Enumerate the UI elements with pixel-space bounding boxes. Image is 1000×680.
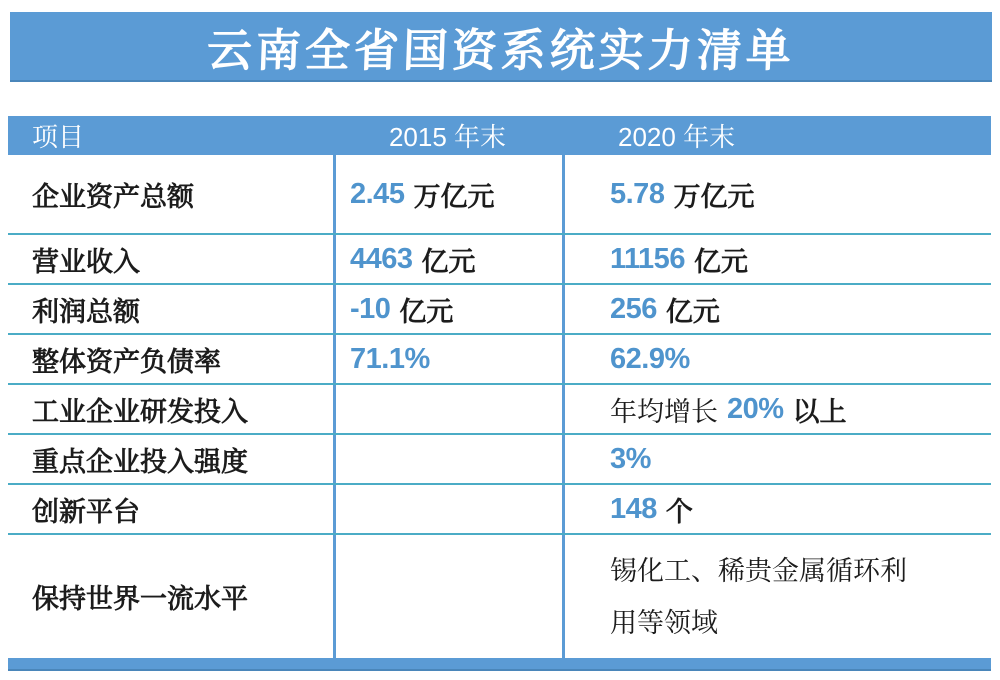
value-unit-text: 亿元 [421, 246, 476, 277]
cell-item-label [8, 485, 333, 533]
cell-item-label [8, 285, 333, 333]
cell-item-label [8, 335, 333, 383]
cell-2015-value [333, 535, 562, 658]
cell-item-label [8, 435, 333, 483]
page-title: 云南全省国资系统实力清单 [205, 24, 796, 76]
cell-2020-value [562, 485, 991, 533]
row-label: 重点企业投入强度 [32, 446, 248, 477]
value-unit-text: 亿元 [693, 246, 748, 277]
value-unit-text: 个 [665, 496, 693, 527]
row-label: 企业资产总额 [32, 181, 194, 212]
cell-2015-value [333, 155, 562, 233]
value-number: 256 [610, 292, 657, 325]
value-unit-text: 亿元 [399, 296, 454, 327]
row-label: 利润总额 [32, 296, 140, 327]
row-label: 整体资产负债率 [32, 346, 221, 377]
value-unit-text: 亿元 [665, 296, 720, 327]
column-header-2015: 2015 年末 [388, 122, 507, 152]
cell-2015-value [333, 335, 562, 383]
table-row [8, 335, 991, 385]
value-number: 71.1% [350, 342, 430, 375]
value-prefix-text: 年均增长 [610, 396, 718, 427]
value-unit-text: 万亿元 [673, 181, 755, 212]
value-number: 62.9% [610, 342, 690, 375]
row-label: 保持世界一流水平 [32, 584, 248, 614]
table-row [8, 385, 991, 435]
column-header-2020: 2020 年末 [618, 122, 736, 152]
cell-item-label [8, 535, 333, 658]
cell-item-label [8, 235, 333, 283]
title-banner [10, 12, 992, 82]
value-unit-text: 万亿元 [413, 181, 495, 212]
value-number: 3% [610, 442, 651, 475]
table-row [8, 535, 991, 658]
value-unit-text: 以上 [792, 396, 847, 427]
column-header-item: 项目 [32, 122, 85, 152]
value-number: 148 [610, 492, 657, 525]
cell-2015-value [333, 385, 562, 433]
value-number: 11156 [610, 242, 685, 275]
value-prefix-text: 锡化工、稀贵金属循环利用等领域 [610, 555, 907, 638]
table-header-row [8, 116, 991, 155]
cell-2020-value [562, 235, 991, 283]
value-number: 2.45 [350, 177, 405, 210]
row-label: 工业企业研发投入 [32, 396, 248, 427]
footer-bar [8, 658, 991, 671]
value-number: 5.78 [610, 177, 665, 210]
cell-2015-value [333, 435, 562, 483]
table-row [8, 155, 991, 235]
cell-item-label [8, 385, 333, 433]
cell-2020-value [562, 535, 991, 658]
cell-2020-value [562, 385, 991, 433]
table-row [8, 435, 991, 485]
cell-2020-value [562, 285, 991, 333]
cell-item-label [8, 155, 333, 233]
value-number: 4463 [350, 242, 413, 275]
cell-2020-value [562, 155, 991, 233]
cell-2015-value [333, 485, 562, 533]
row-label: 创新平台 [32, 496, 140, 527]
cell-2020-value [562, 435, 991, 483]
table-row [8, 235, 991, 285]
value-number: -10 [350, 292, 391, 325]
row-label: 营业收入 [32, 246, 140, 277]
cell-2015-value [333, 285, 562, 333]
cell-2015-value [333, 235, 562, 283]
table-row [8, 485, 991, 535]
cell-2020-value [562, 335, 991, 383]
table-row [8, 285, 991, 335]
table-body [8, 155, 991, 658]
value-number: 20% [727, 392, 784, 425]
